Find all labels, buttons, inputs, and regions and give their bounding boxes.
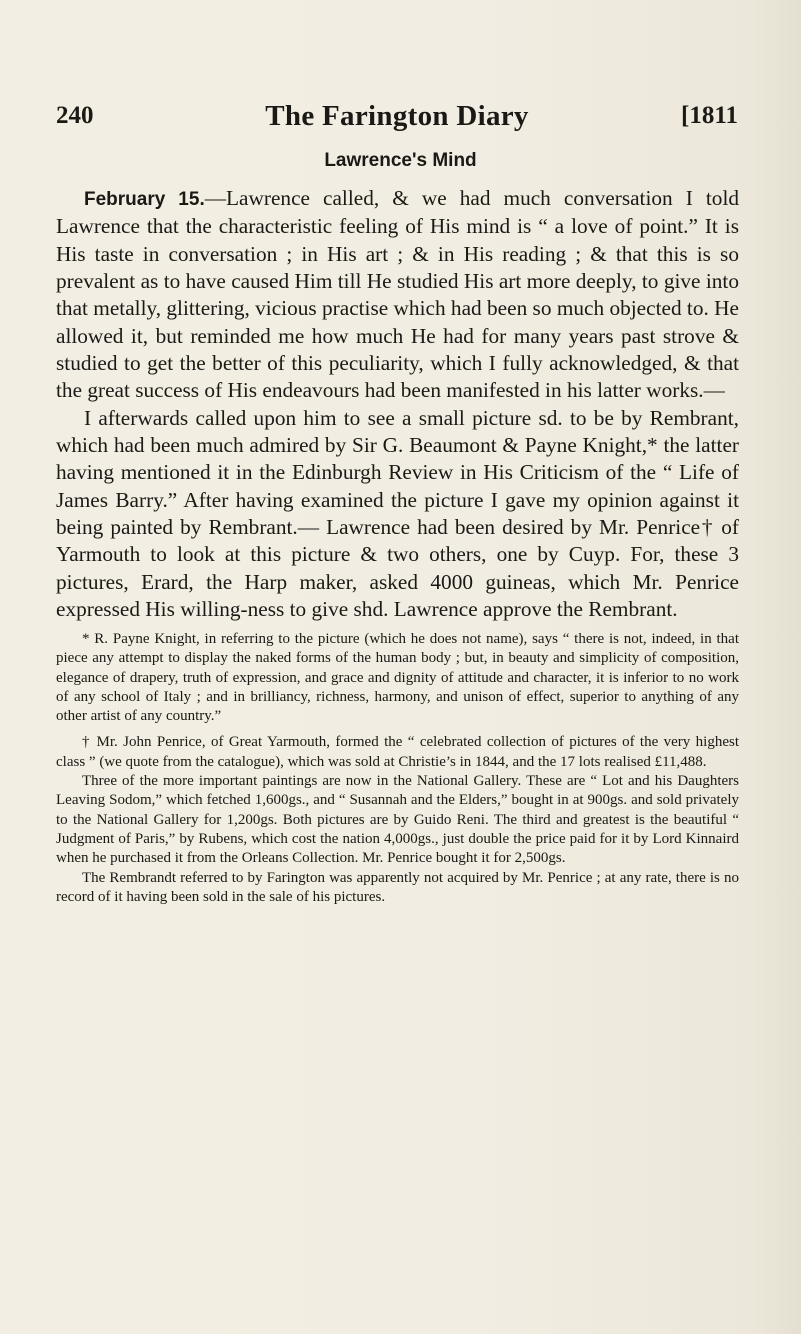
footnote-paragraph: The Rembrandt referred to by Farington was apparently not acquired by Mr. Penrice ; at any rate, there is no record of it having been sold in the sale of his pictures. — [56, 869, 739, 905]
section-heading: Lawrence's Mind — [324, 150, 477, 171]
entry-paragraph-text: —Lawrence called, & we had much conversation I told Lawrence that the characteristic feeling of His mind is “ a love of point.” It is His taste in conversation ; in His art ; & in His reading ; & that this is so prevalent as to have caused Him till He studied His art more deeply, to give into that metally, glittering, vicious practise which had been so much objected to. He allowed it, but reminded me how much He had for many years past strove & studied to get the better of this peculiarity, which I fully acknowledged, & that the great success of His endeavours had been manifested in his latter works.— — [56, 186, 740, 403]
diary-entry — [56, 185, 739, 624]
year-marker: [1811 — [681, 102, 738, 129]
running-head — [56, 96, 738, 136]
entry-paragraph — [56, 185, 739, 405]
entry-paragraph: I afterwards called upon him to see a small picture sd. to be by Rembrant, which had been much admired by Sir G. Beaumont & Payne Knight,* the latter having mentioned it in the Edinburgh Review in His Criticism of the “ Life of James Barry.” After having examined the picture I gave my opinion against it being painted by Rembrant.— Lawrence had been desired by Mr. Penrice† of Yarmouth to look at this picture & two others, one by Cuyp. For, these 3 pictures, Erard, the Harp maker, asked 4000 guineas, which Mr. Penrice expressed His willing-ness to give shd. Lawrence approve the Rembrant. — [56, 405, 739, 622]
page-number: 240 — [56, 102, 94, 129]
book-title: The Farington Diary — [265, 100, 529, 132]
footnote-penrice: † Mr. John Penrice, of Great Yarmouth, formed the “ celebrated collection of pictures of the very highest class ” (we quote from the catalogue), which was sold at Christie’s in 1844, and the 17 lots realised £11,488. — [56, 734, 739, 770]
footnote-paragraph: Three of the more important paintings are now in the National Gallery. These are “ Lot and his Daughters Leaving Sodom,” which fetched 1,600gs., and “ Susannah and the Elders,” bought in at 900gs. and sold privately to the National Gallery for 1,200gs. Both pictures are by Guido Reni. The third and greatest is the beautiful “ Judgment of Paris,” by Rubens, which cost the nation 4,000gs., just double the price paid for it by Lord Kinnaird when he purchased it from the Orleans Collection. Mr. Penrice bought it for 2,500gs. — [56, 773, 739, 867]
entry-date: February 15. — [84, 189, 205, 210]
footnotes — [56, 630, 739, 907]
footnote-payne-knight: * R. Payne Knight, in referring to the picture (which he does not name), says “ there is not, indeed, in that piece any attempt to display the naked forms of the human body ; but, in beauty and simplicity of composition, elegance of drapery, truth of expression, and grace and dignity of attitude and character, it is inferior to no work of any school of Italy ; and in brilliancy, richness, harmony, and unison of effect, superior to anything of any other artist of any country.” — [56, 631, 739, 725]
